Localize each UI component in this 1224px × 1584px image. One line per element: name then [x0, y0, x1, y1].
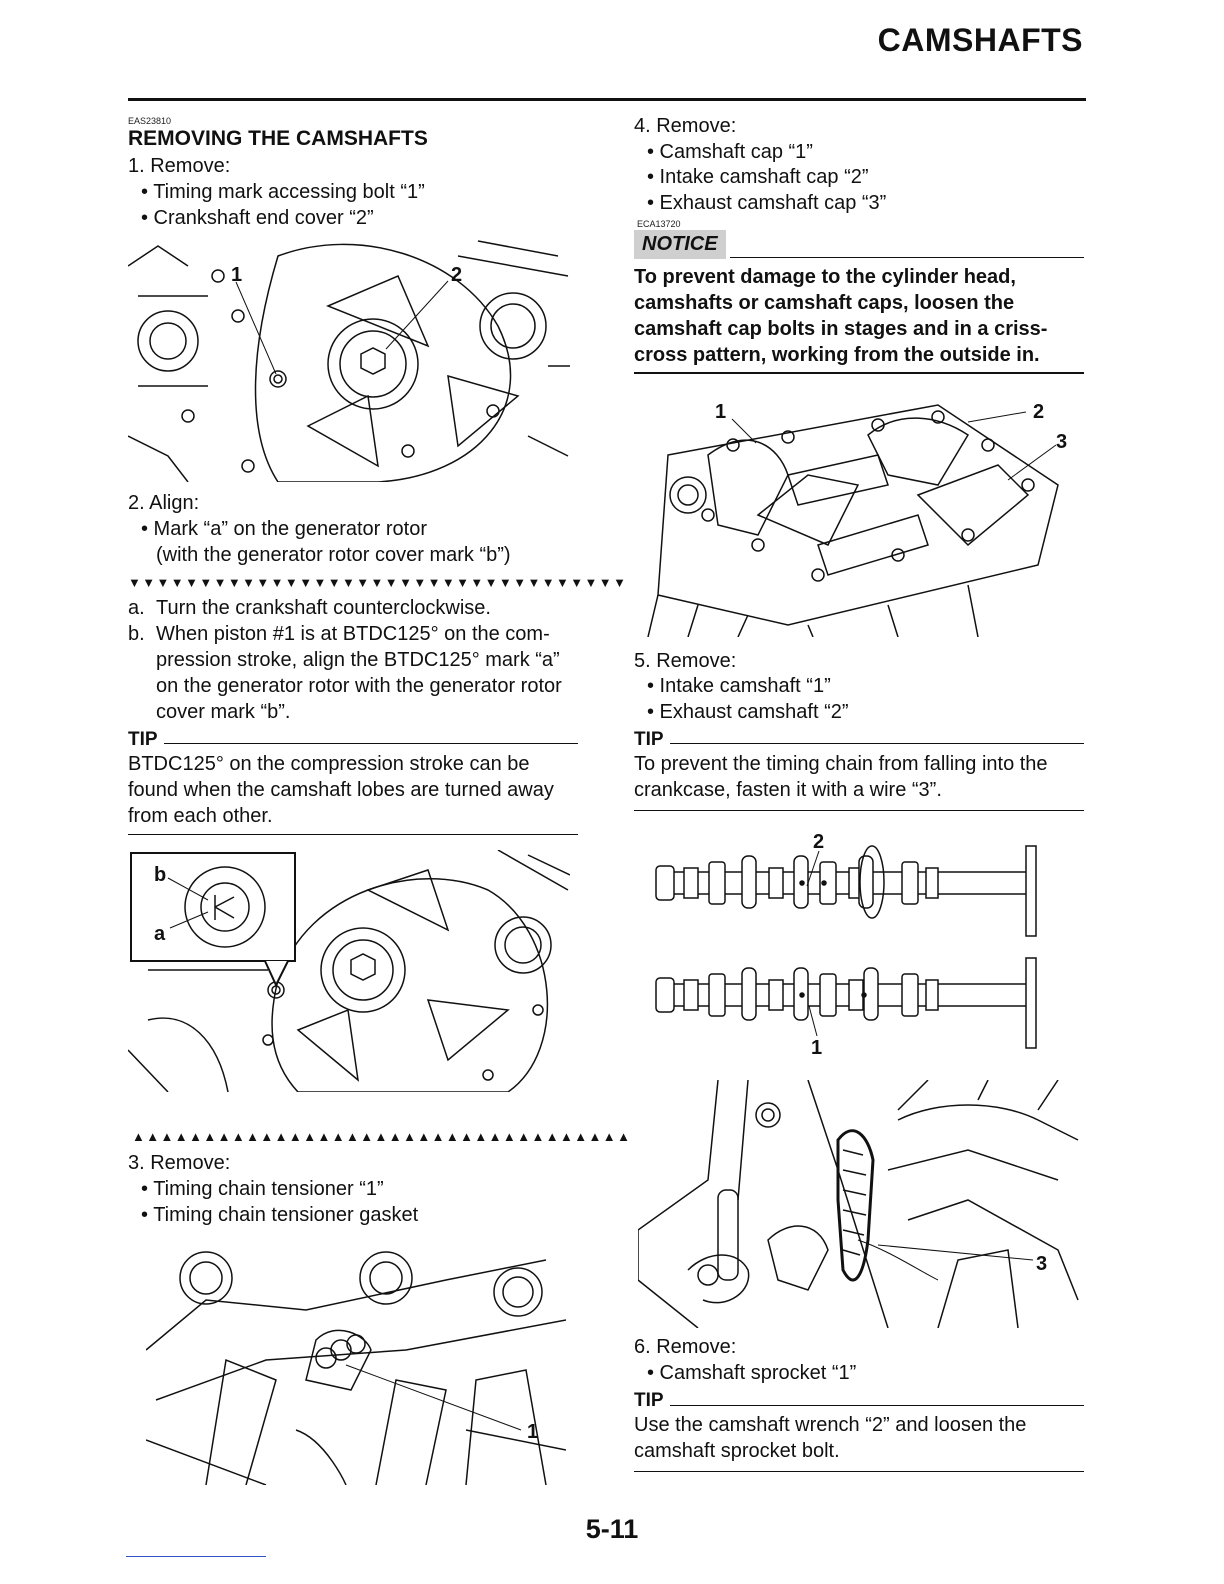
step-5-label: 5. Remove: — [634, 650, 737, 672]
step-3-item: • Timing chain tensioner gasket — [141, 1204, 419, 1226]
step-5-item: • Intake camshaft “1” — [647, 675, 831, 697]
fig2-callout-b: b — [154, 864, 167, 886]
step-4-item: • Exhaust camshaft cap “3” — [647, 192, 887, 214]
figure-generator-rotor-mark — [128, 850, 570, 1092]
fig4-callout-1: 1 — [715, 401, 727, 423]
tip-text-line: found when the camshaft lobes are turned away — [128, 779, 554, 801]
start-marker-row: ▼▼▼▼▼▼▼▼▼▼▼▼▼▼▼▼▼▼▼▼▼▼▼▼▼▼▼▼▼▼▼▼▼▼▼ — [128, 575, 628, 590]
step-1-item: • Timing mark accessing bolt “1” — [141, 181, 425, 203]
tip-label: TIP — [634, 1390, 664, 1411]
fig5-callout-1: 1 — [811, 1037, 823, 1059]
tip-text-line: crankcase, fasten it with a wire “3”. — [634, 779, 942, 801]
tip-end-rule — [634, 810, 1084, 811]
step-1-label: 1. Remove: — [128, 155, 231, 177]
header-rule — [128, 98, 1086, 101]
tip-end-rule — [634, 1471, 1084, 1472]
fig4-callout-3: 3 — [1056, 431, 1068, 453]
substep-b-line: cover mark “b”. — [156, 701, 291, 723]
tip-text-line: To prevent the timing chain from falling into the — [634, 753, 1048, 775]
step-4-item: • Intake camshaft cap “2” — [647, 166, 869, 188]
footer-link-underline[interactable] — [126, 1556, 266, 1557]
notice-line: camshafts or camshaft caps, loosen the — [634, 292, 1015, 314]
figure-timing-chain-wire — [638, 1080, 1080, 1328]
step-4-item: • Camshaft cap “1” — [647, 141, 813, 163]
figure-crankshaft-cover — [128, 236, 570, 482]
fig6-callout-3: 3 — [1036, 1253, 1048, 1275]
tip-text-line: BTDC125° on the compression stroke can be — [128, 753, 530, 775]
substep-a-label: a. — [128, 597, 145, 619]
section-code: EAS23810 — [128, 116, 172, 126]
substep-a-text: Turn the crankshaft counterclockwise. — [156, 597, 491, 619]
tip-text-line: from each other. — [128, 805, 273, 827]
tip-text-line: Use the camshaft wrench “2” and loosen the — [634, 1414, 1027, 1436]
fig4-callout-2: 2 — [1033, 401, 1045, 423]
step-2-item: (with the generator rotor cover mark “b”) — [156, 544, 511, 566]
step-2-item: • Mark “a” on the generator rotor — [141, 518, 428, 540]
page-title: CAMSHAFTS — [877, 22, 1083, 58]
step-2-label: 2. Align: — [128, 492, 200, 514]
step-1-item: • Crankshaft end cover “2” — [141, 207, 374, 229]
fig1-callout-1: 1 — [231, 264, 243, 286]
tip-label: TIP — [634, 729, 664, 750]
section-heading: REMOVING THE CAMSHAFTS — [128, 127, 428, 150]
tip-rule — [670, 743, 1084, 744]
substep-b-line: on the generator rotor with the generator rotor — [156, 675, 562, 697]
step-4-label: 4. Remove: — [634, 115, 737, 137]
end-marker-row: ▲▲▲▲▲▲▲▲▲▲▲▲▲▲▲▲▲▲▲▲▲▲▲▲▲▲▲▲▲▲▲▲▲▲▲ — [132, 1129, 632, 1144]
step-3-label: 3. Remove: — [128, 1152, 231, 1174]
tip-rule — [164, 743, 578, 744]
notice-line: camshaft cap bolts in stages and in a criss- — [634, 318, 1048, 340]
figure-timing-chain-tensioner — [146, 1240, 566, 1485]
fig3-callout-1: 1 — [527, 1421, 539, 1443]
tip-text-line: camshaft sprocket bolt. — [634, 1440, 840, 1462]
notice-code: ECA13720 — [637, 219, 681, 229]
fig2-callout-a: a — [154, 923, 166, 945]
step-6-item: • Camshaft sprocket “1” — [647, 1362, 857, 1384]
tip-rule — [670, 1405, 1084, 1406]
intake-camshaft — [656, 958, 1036, 1048]
step-5-item: • Exhaust camshaft “2” — [647, 701, 849, 723]
notice-line: cross pattern, working from the outside in. — [634, 344, 1040, 366]
fig1-callout-2: 2 — [451, 264, 463, 286]
substep-b-label: b. — [128, 623, 145, 645]
figure-camshafts — [654, 826, 1066, 1066]
substep-b-line: When piston #1 is at BTDC125° on the com- — [156, 623, 550, 645]
tip-label: TIP — [128, 729, 158, 750]
tip-end-rule — [128, 834, 578, 835]
fig5-callout-2: 2 — [813, 831, 825, 853]
page-number: 5-11 — [585, 1514, 639, 1544]
step-3-item: • Timing chain tensioner “1” — [141, 1178, 384, 1200]
notice-line: To prevent damage to the cylinder head, — [634, 266, 1016, 288]
exhaust-camshaft — [656, 846, 1036, 936]
substep-b-line: pression stroke, align the BTDC125° mark “a” — [156, 649, 560, 671]
step-6-label: 6. Remove: — [634, 1336, 737, 1358]
notice-end-rule — [634, 372, 1084, 374]
notice-badge: NOTICE — [634, 230, 726, 259]
notice-rule — [730, 257, 1084, 258]
figure-camshaft-caps — [638, 395, 1080, 637]
